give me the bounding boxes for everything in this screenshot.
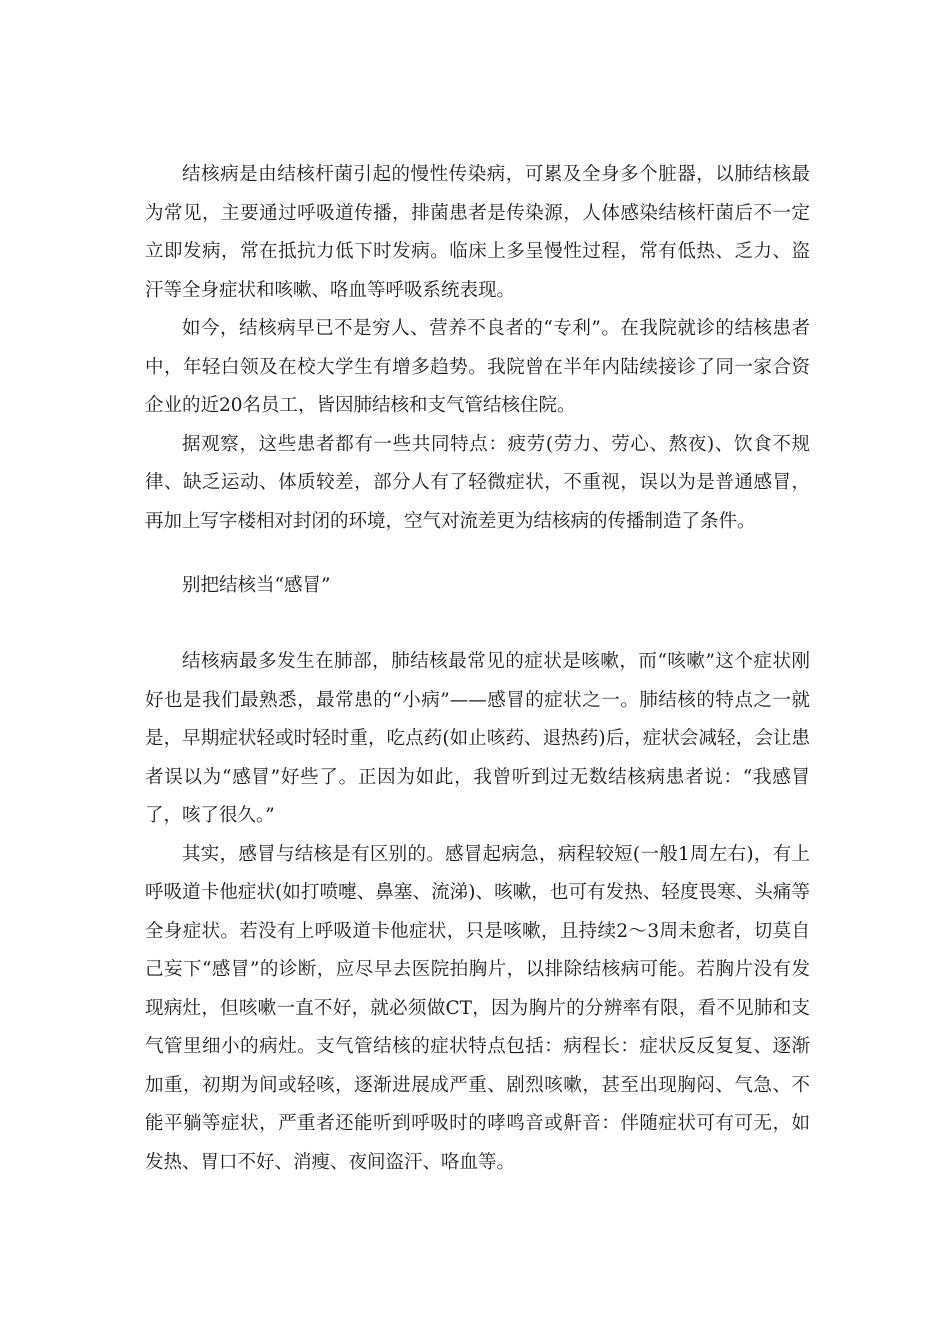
section-heading: 别把结核当“感冒”: [182, 575, 331, 596]
paragraph-patient-trend: 如今，结核病早已不是穷人、营养不良者的“专利”。在我院就诊的结核患者中，年轻白领及在校大学生有增多趋势。我院曾在半年内陆续接诊了同一家合资企业的近20名员工，皆因肺结核和支气管结核住院。: [145, 318, 810, 416]
paragraph-cold-vs-tb: 其实，感冒与结核是有区别的。感冒起病急，病程较短(一般1周左右)，有上呼吸道卡他症状(如打喷嚏、鼻塞、流涕)、咳嗽，也可有发热、轻度畏寒、头痛等全身症状。若没有上呼吸道卡他症状，只是咳嗽，且持续2～3周未愈者，切莫自己妄下“感冒”的诊断，应尽早去医院拍胸片，以排除结核病可能。若胸片没有发现病灶，但咳嗽一直不好，就必须做CT，因为胸片的分辨率有限，看不见肺和支气管里细小的病灶。支气管结核的症状特点包括：病程长：症状反反复复、逐渐加重，初期为间或轻咳，逐渐进展成严重、剧烈咳嗽，甚至出现胸闷、气急、不能平躺等症状，严重者还能听到呼吸时的哮鸣音或鼾音：伴随症状可有可无，如发热、胃口不好、消瘦、夜间盗汗、咯血等。: [145, 843, 810, 1173]
intro-section: [145, 156, 810, 541]
paragraph-cough-symptom: 结核病最多发生在肺部，肺结核最常见的症状是咳嗽，而“咳嗽”这个症状刚好也是我们最熟悉，最常患的“小病”——感冒的症状之一。肺结核的特点之一就是，早期症状轻或时轻时重，吃点药(如止咳药、退热药)后，症状会减轻，会让患者误以为“感冒”好些了。正因为如此，我曾听到过无数结核病患者说：“我感冒了，咳了很久。”: [145, 651, 810, 826]
paragraph-tuberculosis-definition: 结核病是由结核杆菌引起的慢性传染病，可累及全身多个脏器，以肺结核最为常见，主要通过呼吸道传播，排菌患者是传染源，人体感染结核杆菌后不一定立即发病，常在抵抗力低下时发病。临床上多呈慢性过程，常有低热、乏力、盗汗等全身症状和咳嗽、咯血等呼吸系统表现。: [145, 164, 810, 301]
symptoms-section: [145, 643, 810, 1182]
paragraph-common-traits: 据观察，这些患者都有一些共同特点：疲劳(劳力、劳心、熬夜)、饮食不规律、缺乏运动、体质较差，部分人有了轻微症状，不重视，误以为是普通感冒，再加上写字楼相对封闭的环境，空气对流差更为结核病的传播制造了条件。: [145, 433, 810, 532]
